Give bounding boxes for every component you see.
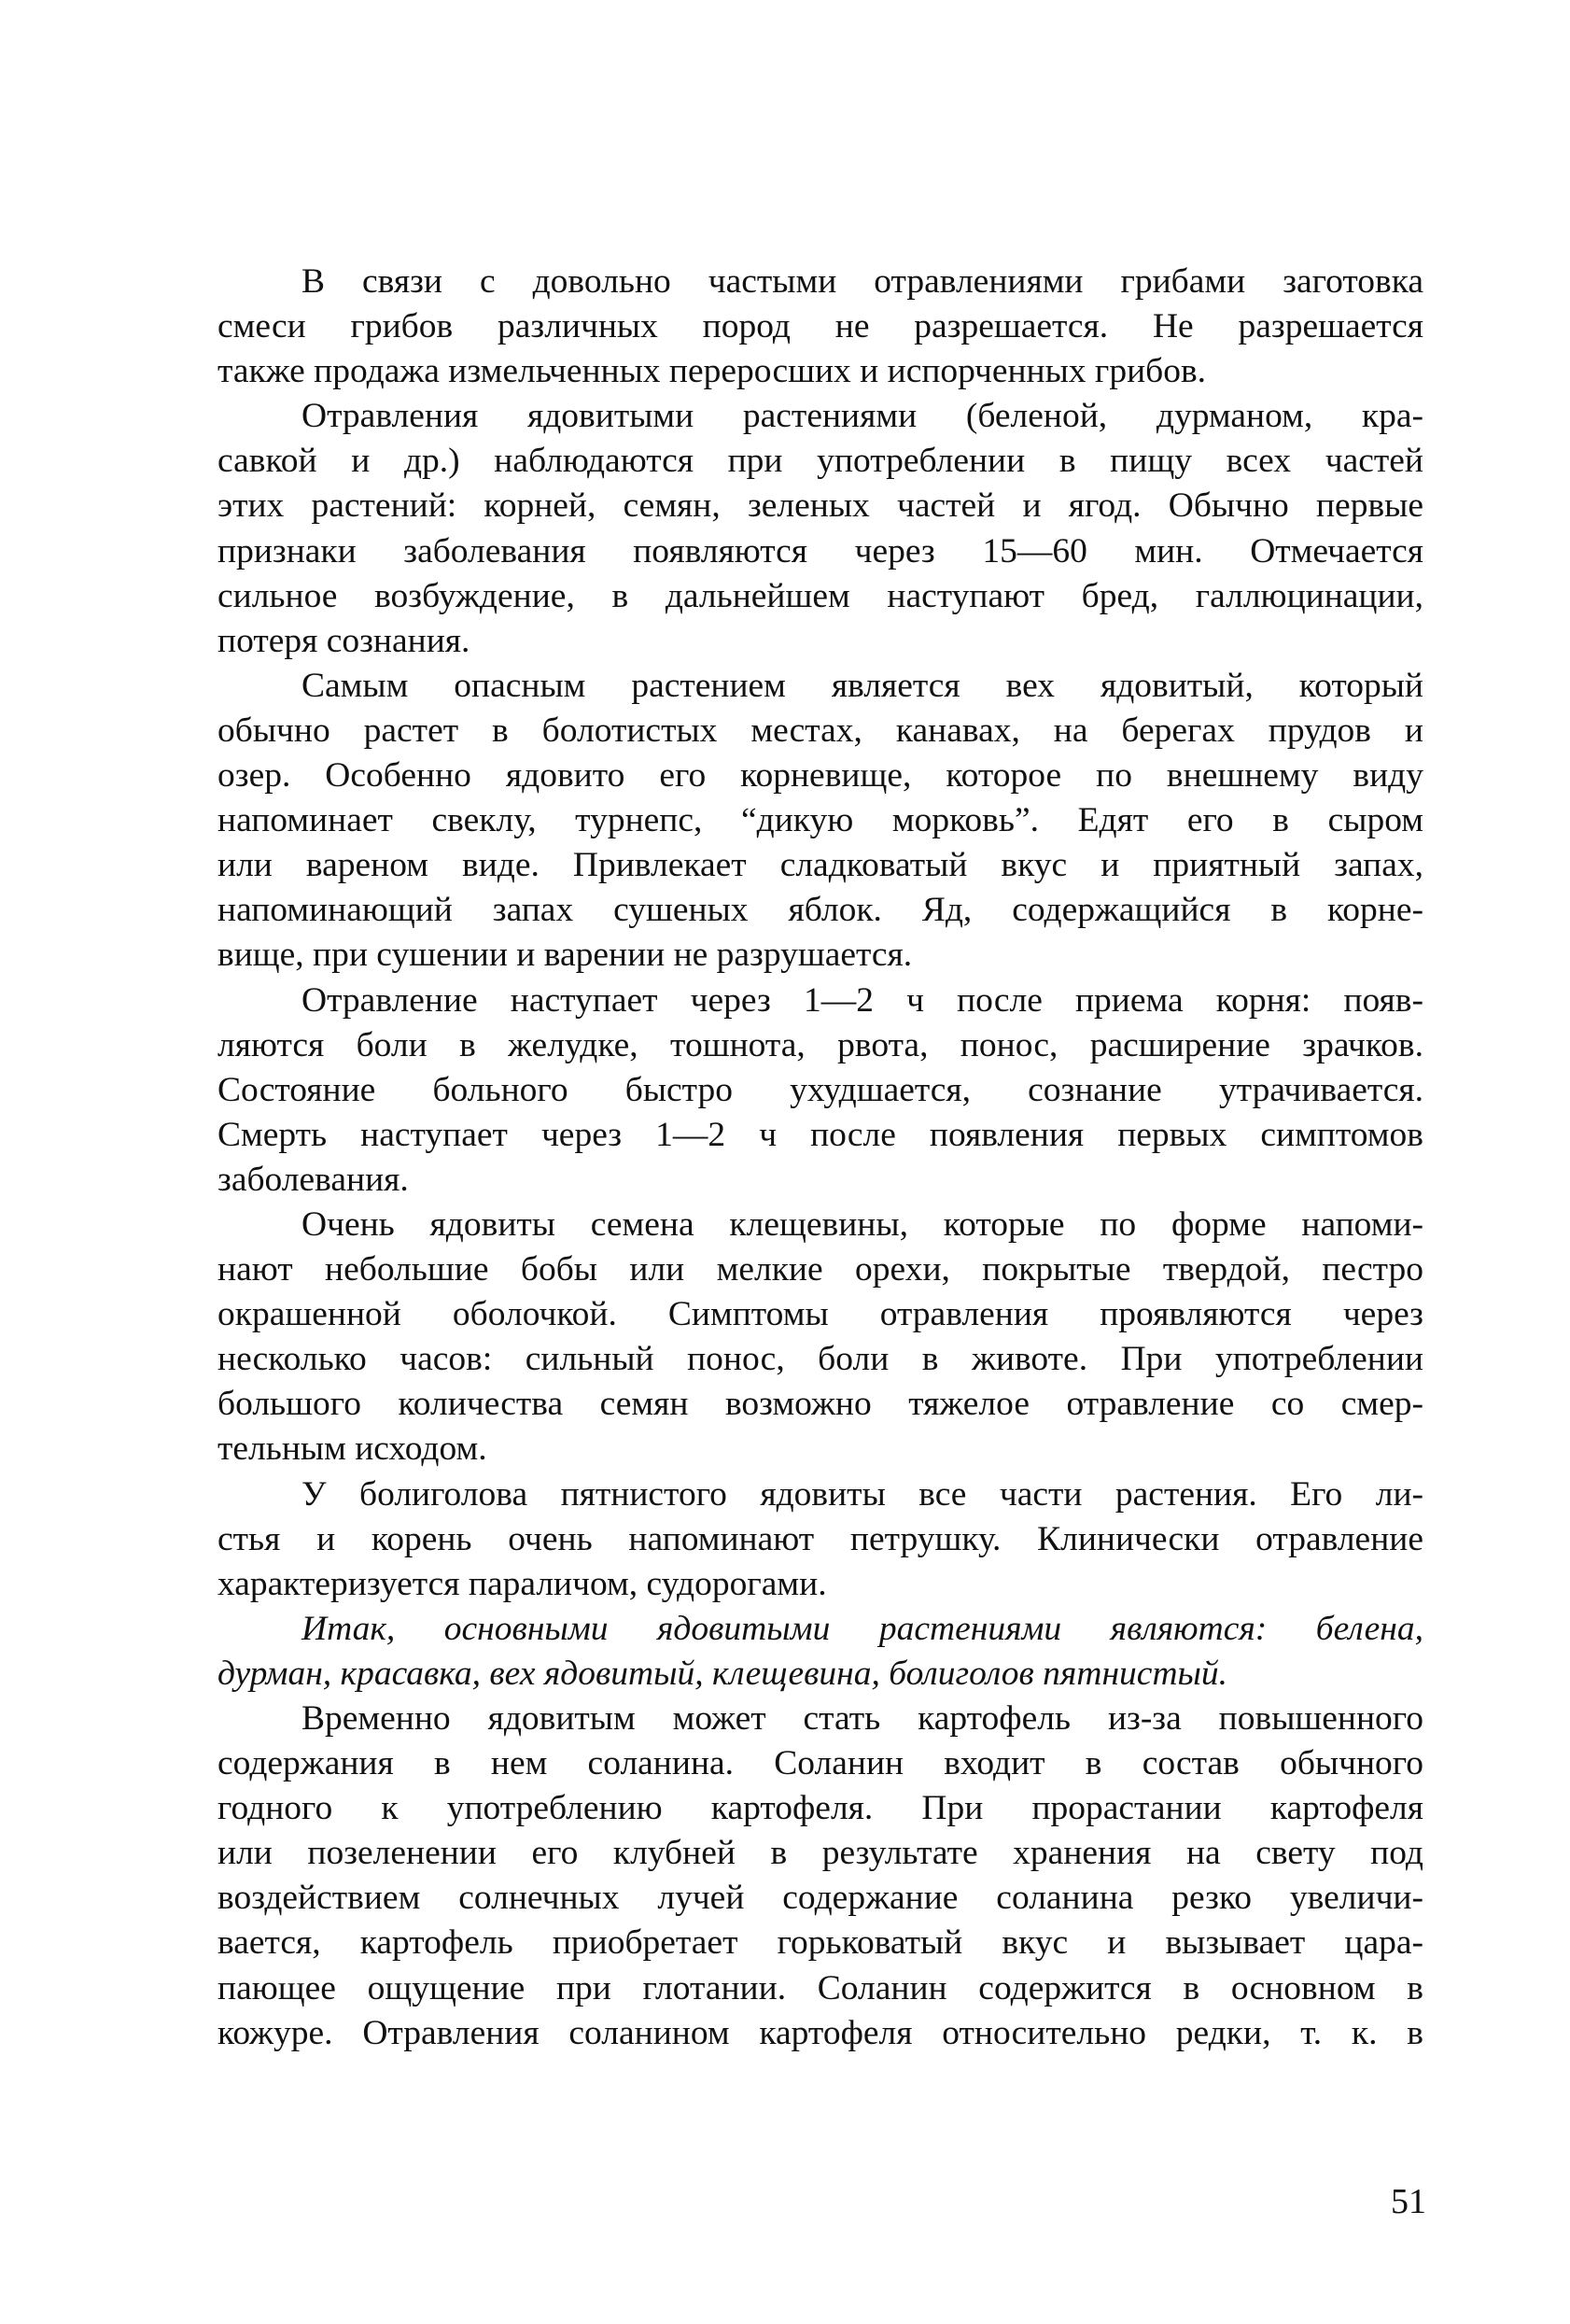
text-line: содержания в нем соланина. Соланин входит в состав обычного xyxy=(217,1744,1423,1783)
text-line: большого количества семян возможно тяжелое отравление со смер- xyxy=(217,1385,1423,1424)
text-line: этих растений: корней, семян, зеленых частей и ягод. Обычно первые xyxy=(217,486,1423,526)
text-line: Итак, основными ядовитыми растениями являются: белена, xyxy=(301,1609,1423,1648)
text-line: напоминающий запах сушеных яблок. Яд, содержащийся в корне- xyxy=(217,891,1423,930)
paragraph xyxy=(217,260,1423,394)
text-line: несколько часов: сильный понос, боли в животе. При употреблении xyxy=(217,1340,1423,1379)
text-line: У болиголова пятнистого ядовиты все части растения. Его ли- xyxy=(301,1474,1423,1514)
text-line: или вареном виде. Привлекает сладковатый вкус и приятный запах, xyxy=(217,846,1423,885)
text-line: ляются боли в желудке, тошнота, рвота, понос, расширение зрачков. xyxy=(217,1025,1423,1064)
text-line: вище, при сушении и варении не разрушается. xyxy=(217,936,913,975)
page-body xyxy=(217,260,1423,2056)
text-line: Состояние больного быстро ухудшается, сознание утрачивается. xyxy=(217,1070,1423,1109)
text-line: озер. Особенно ядовито его корневище, которое по внешнему виду xyxy=(217,756,1423,796)
text-line: пающее ощущение при глотании. Соланин содержится в основном в xyxy=(217,1968,1423,2007)
text-line: или позеленении его клубней в результате хранения на свету под xyxy=(217,1834,1423,1873)
paragraph xyxy=(217,979,1423,1203)
text-line: окрашенной оболочкой. Симптомы отравления проявляются через xyxy=(217,1295,1423,1334)
text-line: дурман, красавка, вех ядовитый, клещевина, болиголов пятнистый. xyxy=(217,1654,1228,1693)
paragraph xyxy=(217,1697,1423,2056)
text-line: нают небольшие бобы или мелкие орехи, покрытые твердой, пестро xyxy=(217,1250,1423,1289)
paragraph xyxy=(217,1472,1423,1607)
text-line: стья и корень очень напоминают петрушку. Клинически отравление xyxy=(217,1519,1423,1558)
text-line: смеси грибов различных пород не разрешается. Не разрешается xyxy=(217,307,1423,346)
text-line: Самым опасным растением является вех ядовитый, который xyxy=(301,666,1423,705)
text-line: савкой и др.) наблюдаются при употреблении в пищу всех частей xyxy=(217,442,1423,481)
text-line: годного к употреблению картофеля. При прорастании картофеля xyxy=(217,1789,1423,1828)
text-line: заболевания. xyxy=(217,1160,409,1199)
paragraph xyxy=(217,394,1423,664)
text-line: Очень ядовиты семена клещевины, которые по форме напоми- xyxy=(301,1204,1423,1244)
paragraph xyxy=(217,664,1423,979)
text-line: потеря сознания. xyxy=(217,621,470,660)
text-line: характеризуется параличом, судорогами. xyxy=(217,1564,827,1603)
summary-paragraph xyxy=(217,1607,1423,1697)
paragraph xyxy=(217,1203,1423,1472)
text-line: В связи с довольно частыми отравлениями грибами заготовка xyxy=(301,262,1423,301)
page-number: 51 xyxy=(1391,2182,1426,2221)
text-line: признаки заболевания появляются через 15—60 мин. Отмечается xyxy=(217,531,1423,570)
text-line: вается, картофель приобретает горьковатый вкус и вызывает цара- xyxy=(217,1923,1423,1963)
text-line: также продажа измельченных переросших и испорченных грибов. xyxy=(217,352,1207,391)
text-line: сильное возбуждение, в дальнейшем наступают бред, галлюцинации, xyxy=(217,576,1423,615)
text-line: Отравления ядовитыми растениями (беленой, дурманом, кра- xyxy=(301,397,1423,436)
text-line: Отравление наступает через 1—2 ч после приема корня: появ- xyxy=(301,980,1423,1020)
text-line: тельным исходом. xyxy=(217,1430,487,1469)
text-line: воздействием солнечных лучей содержание соланина резко увеличи- xyxy=(217,1879,1423,1918)
text-line: обычно растет в болотистых местах, канавах, на берегах прудов и xyxy=(217,711,1423,750)
text-line: Смерть наступает через 1—2 ч после появления первых симптомов xyxy=(217,1115,1423,1154)
text-line: Временно ядовитым может стать картофель из-за повышенного xyxy=(301,1699,1423,1738)
text-line: напоминает свеклу, турнепс, “дикую морковь”. Едят его в сыром xyxy=(217,801,1423,840)
text-line: кожуре. Отравления соланином картофеля относительно редки, т. к. в xyxy=(217,2013,1423,2052)
